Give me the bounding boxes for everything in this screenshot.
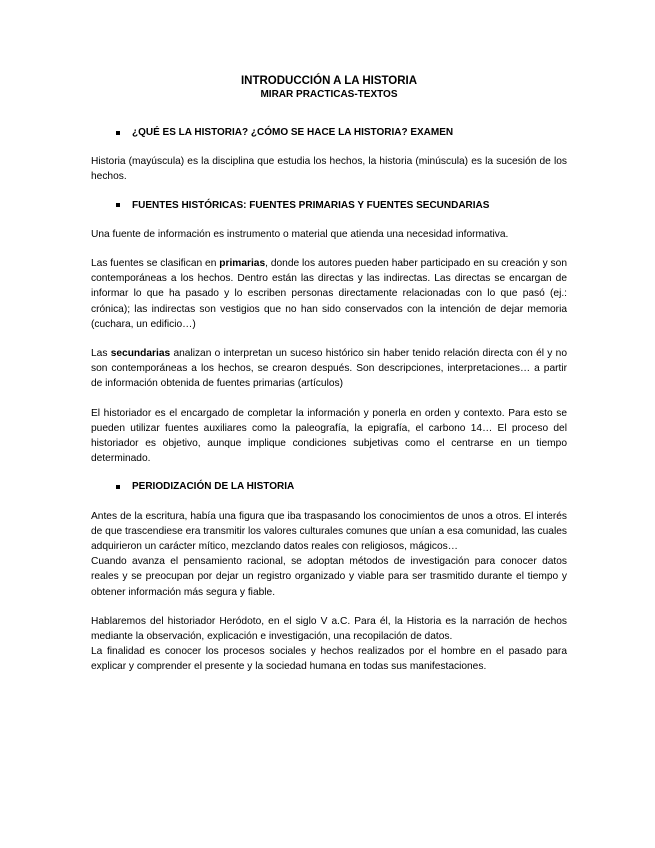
- paragraph-text: , donde los autores pueden haber participado en su creación y son contemporáneas a los hechos. Dentro están las directas y las indirectas. Las directas se encargan de informar lo que ha pasado y lo escriben personas directamente relacionadas con lo que pasó (ej.: crónica); las indirectas son vestigios que no han sido conservados con la intención de dejar memoria (cuchara, un edificio…): [91, 258, 567, 330]
- document-title: INTRODUCCIÓN A LA HISTORIA: [240, 75, 418, 87]
- bullet-icon: [116, 203, 120, 207]
- section-heading-text: FUENTES HISTÓRICAS: FUENTES PRIMARIAS Y FUENTES SECUNDARIAS: [132, 199, 490, 211]
- paragraph-text: Las: [91, 348, 111, 360]
- section-heading-que-es-la-historia: [91, 125, 567, 140]
- paragraph: Historia (mayúscula) es la disciplina que estudia los hechos, la historia (minúscula) es la sucesión de los hechos.: [91, 156, 567, 183]
- section-heading-fuentes-historicas: [91, 198, 567, 213]
- paragraph: Hablaremos del historiador Heródoto, en el siglo V a.C. Para él, la Historia es la narración de hechos mediante la observación, explicación e investigación, una recopilación de datos.: [91, 615, 567, 643]
- section-heading-text: PERIODIZACIÓN DE LA HISTORIA: [132, 481, 295, 493]
- document-subtitle: MIRAR PRACTICAS-TEXTOS: [260, 89, 398, 100]
- paragraph-fuentes-secundarias: [91, 346, 567, 392]
- section-heading-periodizacion: [91, 479, 567, 494]
- paragraph: Cuando avanza el pensamiento racional, se adoptan métodos de investigación para conocer datos reales y se preocupan por dejar un registro organizado y viable para ser trasmitido durante el tiempo y obtener información más segura y fiable.: [91, 556, 567, 598]
- paragraph: La finalidad es conocer los procesos sociales y hechos realizados por el hombre en el pasado para explicar y comprender el presente y la sociedad humana en todas sus manifestaciones.: [91, 646, 567, 673]
- bold-term-primarias: primarias: [219, 258, 266, 270]
- paragraph: Antes de la escritura, había una figura que iba traspasando los conocimientos de unos a otros. El interés de que trascendiese era transmitir los valores culturales comunes que unían a esa comunidad, las cuales adquirieron un carácter mítico, mezclando datos reales con religiosos, mágicos…: [91, 510, 567, 553]
- paragraph: El historiador es el encargado de completar la información y ponerla en orden y contexto. Para esto se pueden utilizar fuentes auxiliares como la paleografía, la epigrafía, el carbono 14… El proceso del historiador es objetivo, aunque implique condiciones subjetivas como el centrarse en un tiempo determinado.: [91, 407, 567, 465]
- paragraph: Una fuente de información es instrumento o material que atienda una necesidad informativa.: [91, 228, 509, 240]
- paragraph-text: Las fuentes se clasifican en: [91, 258, 220, 270]
- bullet-icon: [116, 131, 120, 135]
- section-heading-text: ¿QUÉ ES LA HISTORIA? ¿CÓMO SE HACE LA HISTORIA? EXAMEN: [132, 127, 454, 138]
- bold-term-secundarias: secundarias: [110, 348, 171, 360]
- paragraph-fuentes-primarias: [91, 256, 567, 332]
- paragraph-text: analizan o interpretan un suceso histórico sin haber tenido relación directa con él y no son contemporáneas a los hechos, se crearon después. Son descripciones, interpretaciones… a partir de información obtenida de fuentes primarias (artículos): [91, 348, 567, 390]
- bullet-icon: [116, 485, 120, 489]
